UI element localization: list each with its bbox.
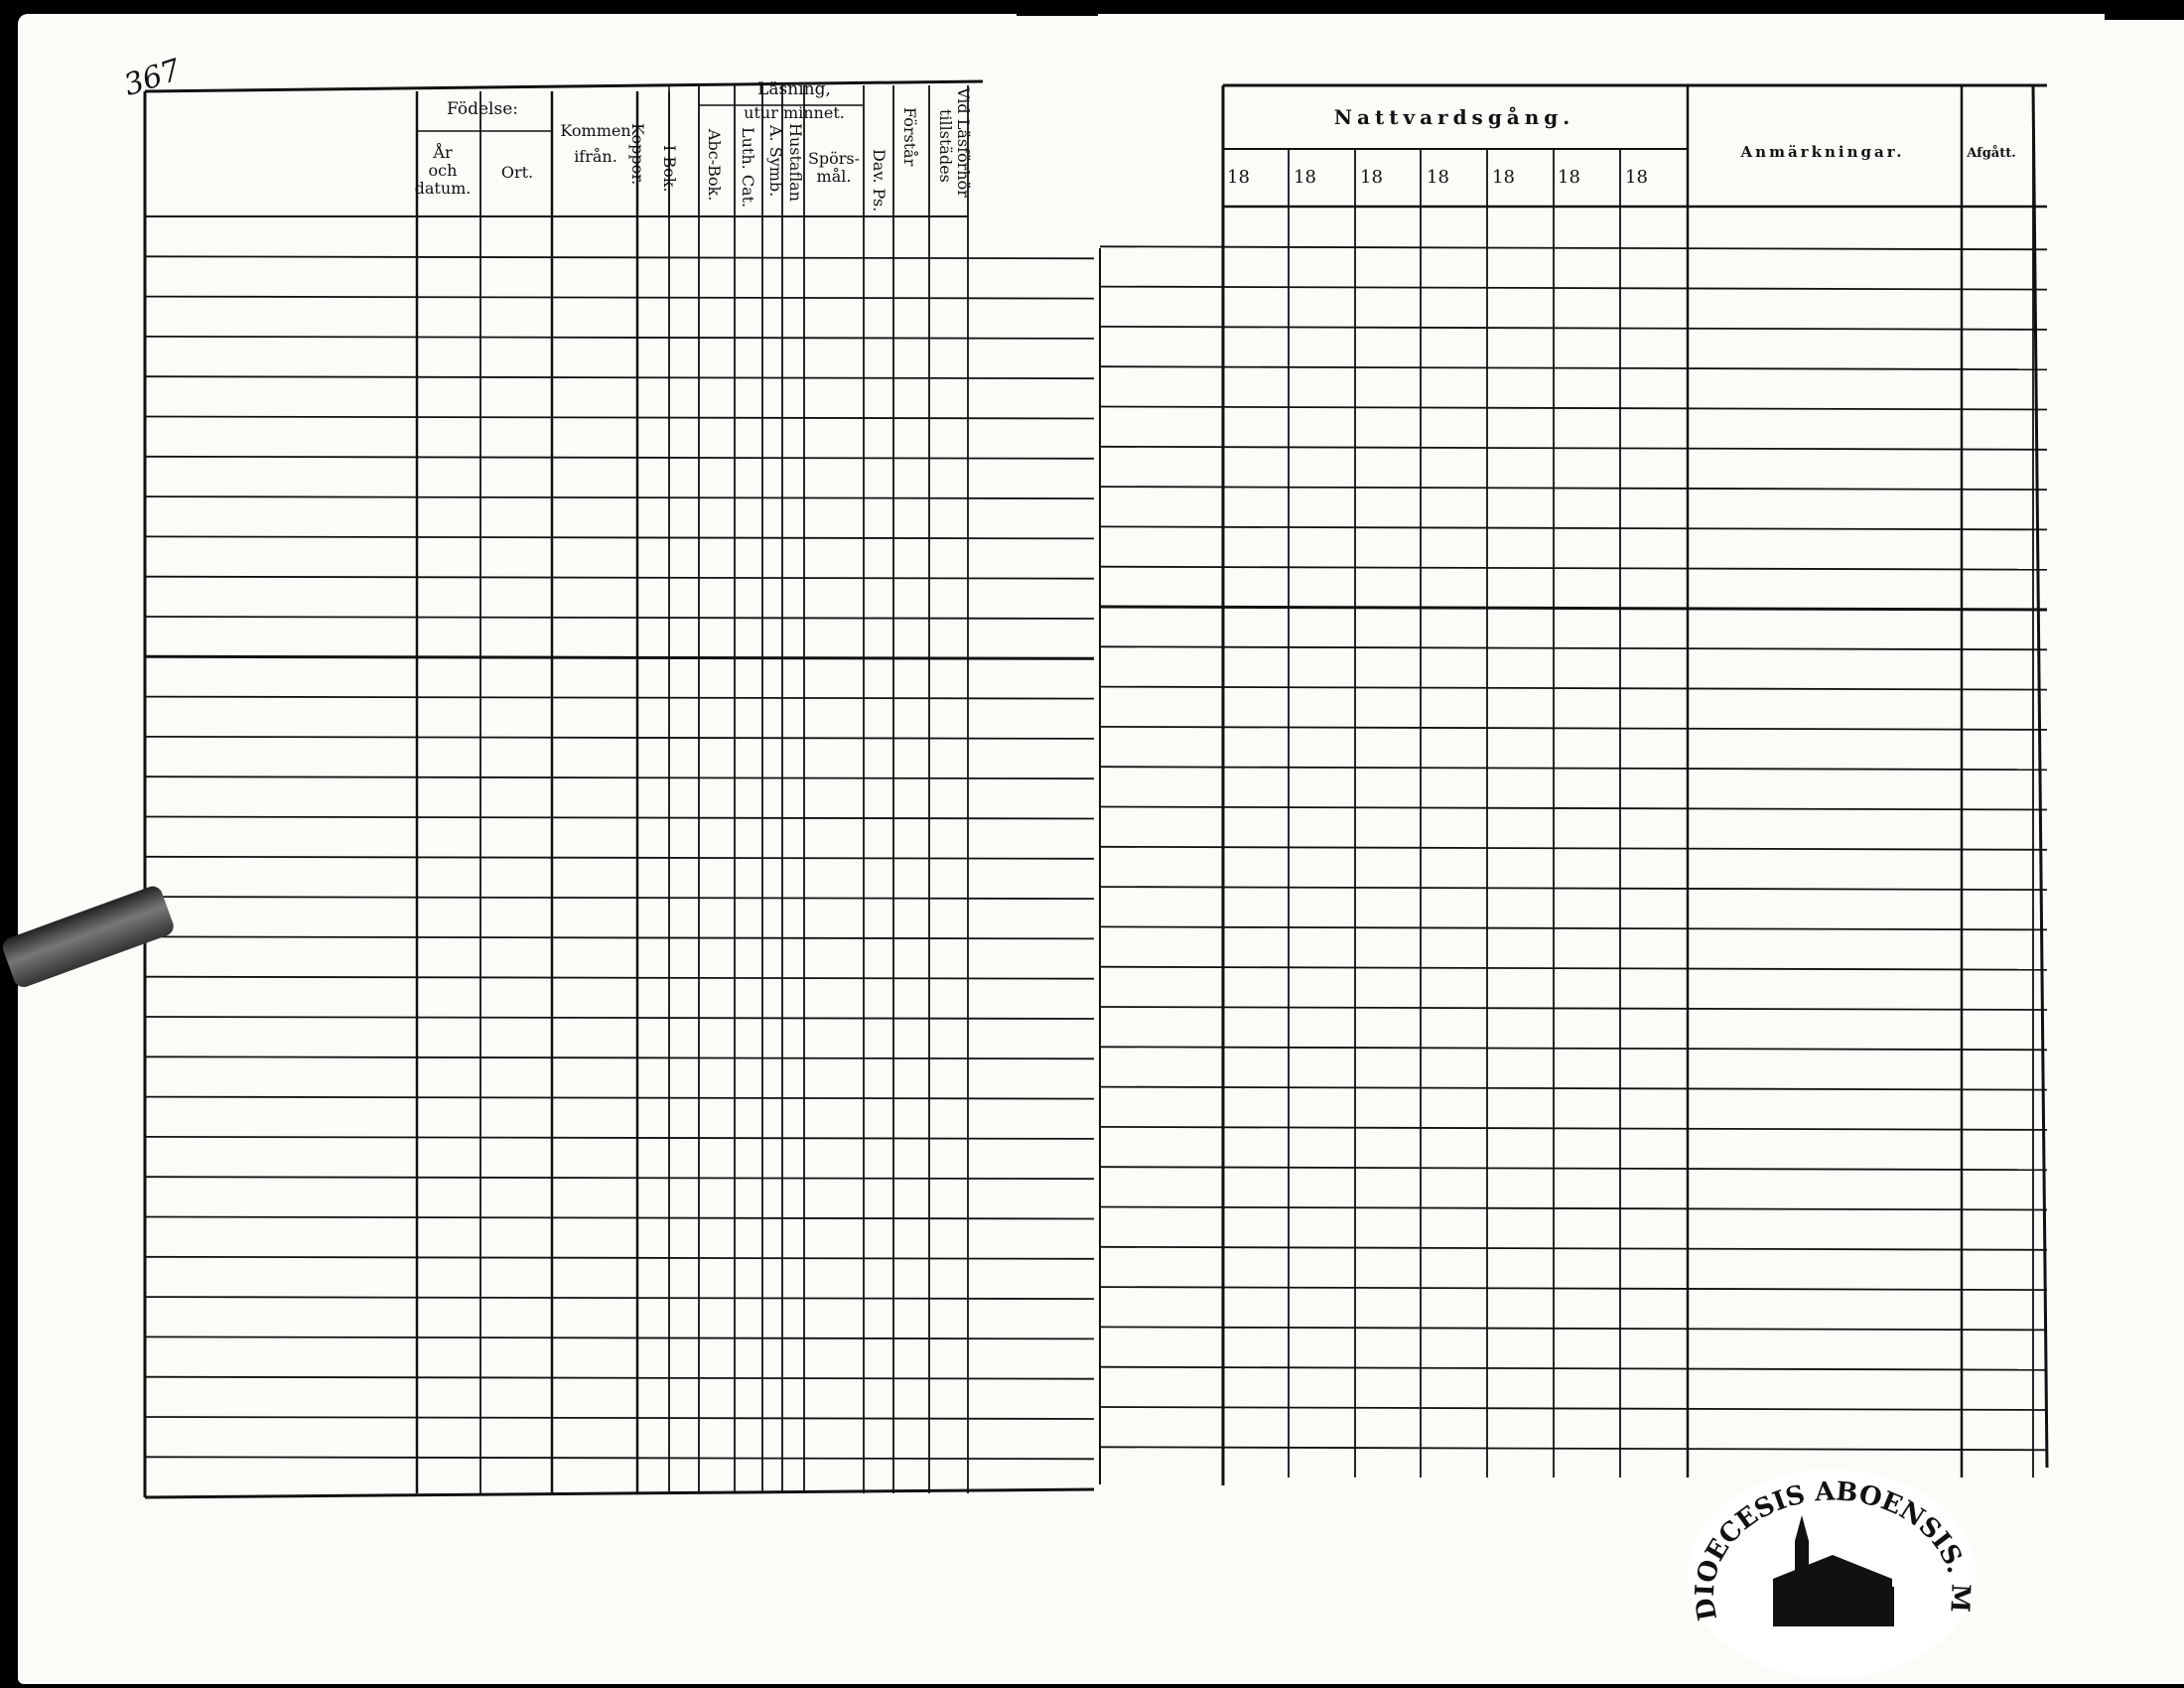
i-bok-label: I Bok. bbox=[660, 145, 679, 193]
left-row-rule bbox=[145, 1297, 1094, 1299]
church-icon bbox=[1773, 1515, 1894, 1626]
a-symb-label: A. Symb. bbox=[766, 125, 785, 198]
datum-label: datum. bbox=[414, 179, 472, 198]
year-label-2: 18 bbox=[1294, 167, 1316, 188]
right-row-rule bbox=[1100, 1127, 2047, 1130]
left-row-rule bbox=[145, 536, 1094, 538]
left-row-rule bbox=[145, 496, 1094, 498]
left-row-rule bbox=[145, 1257, 1094, 1259]
year-label-4: 18 bbox=[1427, 167, 1449, 188]
right-row-rule bbox=[1100, 526, 2047, 529]
left-row-rule bbox=[145, 1377, 1094, 1379]
right-row-rule bbox=[1100, 1047, 2047, 1050]
page-number: 367 bbox=[119, 53, 186, 104]
left-row-rule bbox=[145, 897, 1094, 899]
left-row-rule bbox=[145, 656, 1094, 658]
right-row-rule bbox=[1100, 1087, 2047, 1090]
year-label-3: 18 bbox=[1360, 167, 1383, 188]
kommen-label: Kommen bbox=[560, 121, 631, 140]
right-row-rule bbox=[1100, 246, 2047, 249]
right-row-rule bbox=[1100, 567, 2047, 570]
left-row-rule bbox=[145, 817, 1094, 819]
right-row-rule bbox=[1100, 1247, 2047, 1250]
spors-label: Spörs- bbox=[807, 149, 861, 168]
ort-label: Ort. bbox=[500, 163, 534, 182]
right-row-rule bbox=[1100, 366, 2047, 369]
forstar-label: Förstår bbox=[900, 107, 919, 167]
right-row-rule bbox=[1100, 447, 2047, 450]
right-row-rule bbox=[1100, 887, 2047, 890]
left-row-rule bbox=[145, 697, 1094, 699]
year-label-5: 18 bbox=[1492, 167, 1515, 188]
left-row-rule bbox=[145, 1417, 1094, 1419]
koppor-label: Koppor. bbox=[628, 123, 647, 186]
stamp-text: DIOECESIS ABOENSIS. M bbox=[1690, 1477, 1976, 1623]
right-row-rule bbox=[1100, 1207, 2047, 1210]
right-row-rule bbox=[1100, 967, 2047, 970]
fodelse-label: Födelse: bbox=[447, 99, 518, 119]
abc-bok-label: Abc-Bok. bbox=[705, 129, 724, 202]
right-table-right-border bbox=[2033, 85, 2047, 1468]
year-label-1: 18 bbox=[1227, 167, 1250, 188]
left-row-rule bbox=[145, 936, 1094, 938]
anmarkningar-label: Anmärkningar. bbox=[1740, 143, 1905, 161]
vid-lasforhor-label: Vid Läsförhör bbox=[954, 87, 973, 198]
right-row-rule bbox=[1100, 1007, 2047, 1010]
right-row-rule bbox=[1100, 807, 2047, 810]
left-row-rule bbox=[145, 1137, 1094, 1139]
left-row-rule bbox=[145, 1177, 1094, 1179]
ar-label: År bbox=[433, 143, 453, 162]
left-table-bottom-border bbox=[145, 1489, 1094, 1497]
left-row-rule bbox=[145, 617, 1094, 619]
och-label: och bbox=[428, 161, 458, 180]
mal-label: mål. bbox=[816, 167, 852, 186]
right-row-rule bbox=[1100, 727, 2047, 730]
left-row-rule bbox=[145, 1457, 1094, 1459]
right-row-rule bbox=[1100, 487, 2047, 490]
archive-stamp bbox=[1688, 1470, 1976, 1678]
left-row-rule bbox=[145, 977, 1094, 979]
tillstades-label: tillstädes bbox=[936, 109, 955, 183]
lasning-label: Läsning, bbox=[757, 79, 831, 99]
right-row-rule bbox=[1100, 1407, 2047, 1410]
luth-cat-label: Luth. Cat. bbox=[739, 127, 757, 209]
right-row-rule bbox=[1100, 687, 2047, 690]
right-row-rule bbox=[1100, 646, 2047, 649]
right-row-rule bbox=[1100, 1447, 2047, 1450]
year-label-7: 18 bbox=[1625, 167, 1648, 188]
hustaflan-label: Hustaflan bbox=[786, 123, 805, 202]
left-row-rule bbox=[145, 1336, 1094, 1338]
right-row-rule bbox=[1100, 407, 2047, 410]
left-row-rule bbox=[145, 577, 1094, 579]
stamp-graphic bbox=[1688, 1470, 1976, 1678]
left-row-rule bbox=[145, 776, 1094, 778]
ifran-label: ifrån. bbox=[574, 147, 617, 166]
right-row-rule bbox=[1100, 767, 2047, 770]
left-row-rule bbox=[145, 256, 1094, 258]
afgatt-label: Afgått. bbox=[1967, 146, 2016, 161]
right-row-rule bbox=[1100, 607, 2047, 610]
dav-ps-label: Dav. Ps. bbox=[870, 149, 888, 212]
left-row-rule bbox=[145, 1217, 1094, 1219]
left-table-top-border bbox=[145, 81, 983, 91]
right-row-rule bbox=[1100, 327, 2047, 330]
left-row-rule bbox=[145, 297, 1094, 299]
right-row-rule bbox=[1100, 1167, 2047, 1170]
left-row-rule bbox=[145, 737, 1094, 739]
left-row-rule bbox=[145, 1056, 1094, 1058]
left-row-rule bbox=[145, 857, 1094, 859]
left-row-rule bbox=[145, 376, 1094, 378]
year-label-6: 18 bbox=[1558, 167, 1580, 188]
nattvardsgang-label: Nattvardsgång. bbox=[1333, 105, 1575, 129]
left-row-rule bbox=[145, 1017, 1094, 1019]
right-row-rule bbox=[1100, 1287, 2047, 1290]
right-row-rule bbox=[1100, 847, 2047, 850]
left-row-rule bbox=[145, 417, 1094, 419]
utur-minnet-label: utur minnet. bbox=[744, 103, 845, 122]
right-row-rule bbox=[1100, 1367, 2047, 1370]
right-row-rule bbox=[1100, 287, 2047, 290]
left-row-rule bbox=[145, 457, 1094, 459]
right-row-rule bbox=[1100, 1327, 2047, 1330]
right-row-rule bbox=[1100, 926, 2047, 929]
left-row-rule bbox=[145, 1097, 1094, 1099]
left-row-rule bbox=[145, 337, 1094, 339]
